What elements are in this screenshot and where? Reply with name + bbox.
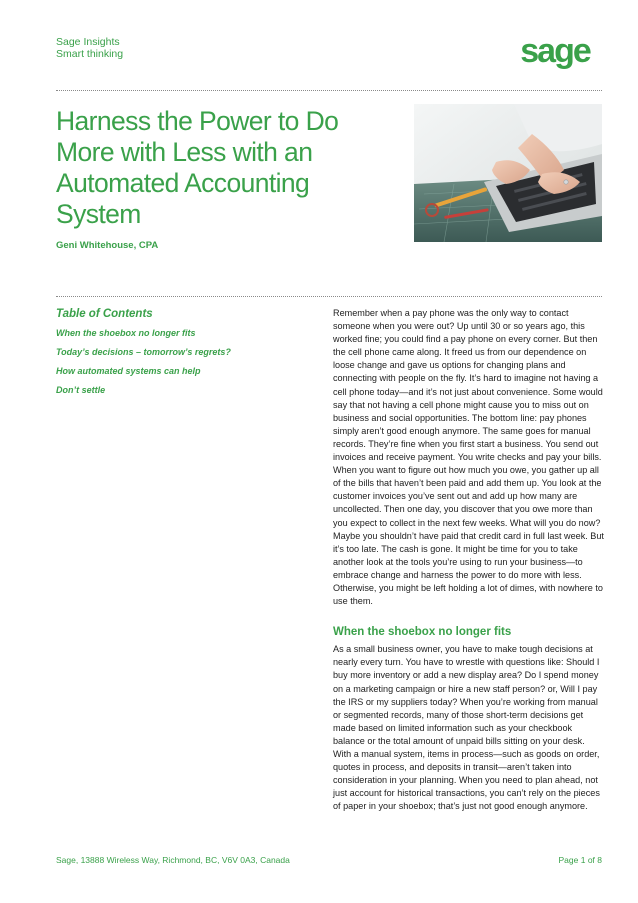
section-divider <box>56 296 602 297</box>
author-name: Geni Whitehouse, CPA <box>56 240 159 251</box>
page-number: Page 1 of 8 <box>558 855 602 865</box>
article-body <box>333 307 605 813</box>
sage-logo <box>507 32 603 72</box>
section-paragraph: As a small business owner, you have to make tough decisions at nearly every turn. You have to wrestle with questions like: Should I buy more inventory or add a new display area? Do I spend money on a marketing campaign or hire a new staff person? or, Will I pay the IRS or my suppliers today? When you’re working from manual or segmented records, many of those short-term decisions get made based on limited information such as your checkbook balance or the total amount of unpaid bills sitting on your desk. With a manual system, items in process—such as goods on order, quotes in process, and deposits in transit—aren’t taken into consideration in your planning. When you need to plan ahead, not just account for historical transactions, you can’t rely on the pieces of paper in your shoebox; that’s just not good enough anymore. <box>333 644 600 812</box>
intro-paragraph: Remember when a pay phone was the only way to contact someone when you were out? Up until 30 or so years ago, this worked fine; you could find a pay phone on every corner. But then the cell phone came along. It freed us from our dependence on loose change and gave us options for changing plans and connecting with people on the fly. It’s hard to imagine not having a cell phone today—and it’s not just about convenience. Some would say that not having a cell phone might cause you to miss out on business and social opportunities. The bottom line: pay phones simply aren’t good enough anymore. The same goes for manual records. They’re fine when you first start a business. You send out invoices and receive payment. You write checks and pay your bills. When you want to figure out how much you owe, you gather up all of the bills that haven’t been paid and add them up. You look at the customer invoices you’ve sent out and add up how many are uncollected. Then one day, you discover that you owe more than you expect to collect in the next few weeks. What will you do now? Maybe you shouldn’t have paid that credit card in full last week. But it’s too late. The cash is gone. It might be time for you to take another look at the tools you’re using to run your business—to embrace change and harness the power to do more with less. Otherwise, you might be left holding a lot of dimes, with nowhere to use them. <box>333 308 604 607</box>
footer-address: Sage, 13888 Wireless Way, Richmond, BC, V6V 0A3, Canada <box>56 855 290 865</box>
logo-text: sage <box>520 32 590 70</box>
brand-tagline: Smart thinking <box>56 48 124 60</box>
laptop-typing-photo <box>414 104 602 242</box>
page-title: Harness the Power to Do More with Less with an Automated Accounting System <box>56 106 339 229</box>
section-heading: When the shoebox no longer fits <box>333 626 512 639</box>
header-divider <box>56 90 602 91</box>
toc-title: Table of Contents <box>56 308 153 320</box>
toc-link-automated[interactable]: How automated systems can help <box>56 366 201 376</box>
toc-link-decisions[interactable]: Today’s decisions – tomorrow’s regrets? <box>56 347 231 357</box>
brand-name: Sage Insights <box>56 36 120 48</box>
toc-link-shoebox[interactable]: When the shoebox no longer fits <box>56 328 196 338</box>
table-of-contents <box>56 308 306 404</box>
toc-link-dont-settle[interactable]: Don’t settle <box>56 385 106 395</box>
